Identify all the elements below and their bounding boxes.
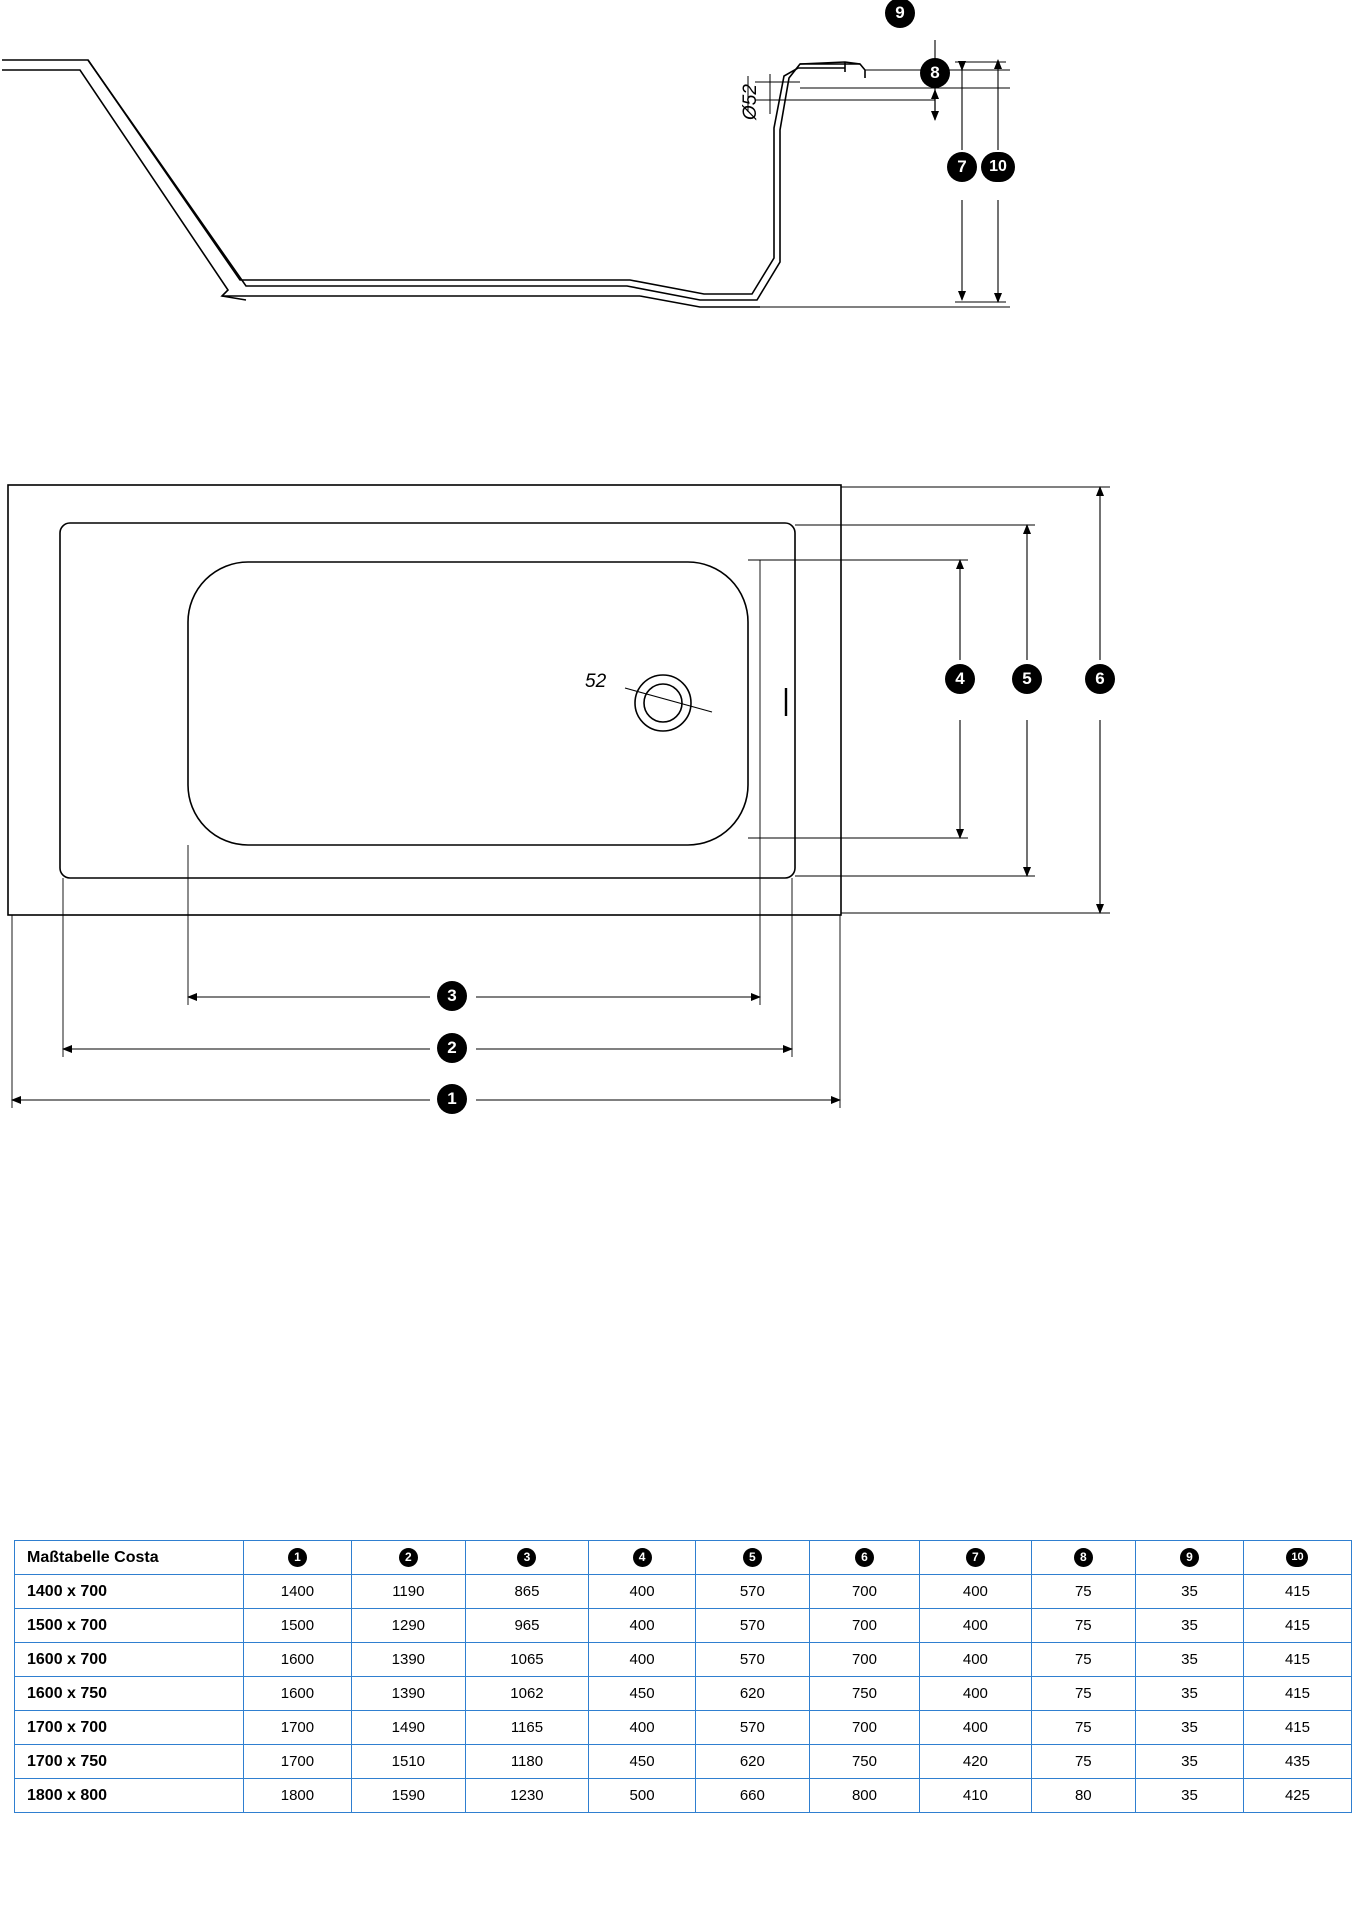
table-cell: 1800: [243, 1779, 351, 1813]
table-cell: 400: [589, 1711, 696, 1745]
bullet-4: 4: [633, 1548, 652, 1567]
table-cell: 35: [1136, 1643, 1244, 1677]
table-cell: 965: [465, 1609, 588, 1643]
table-row: [15, 1779, 1352, 1813]
table-cell: 1510: [351, 1745, 465, 1779]
row-size-label: 1600 x 700: [15, 1643, 244, 1677]
table-cell: 1590: [351, 1779, 465, 1813]
table-cell: 570: [695, 1643, 809, 1677]
table-cell: 420: [920, 1745, 1032, 1779]
table-cell: 400: [589, 1575, 696, 1609]
table-cell: 35: [1136, 1711, 1244, 1745]
top-view-group: [8, 485, 841, 915]
table-cell: 1600: [243, 1643, 351, 1677]
row-size-label: 1700 x 700: [15, 1711, 244, 1745]
table-cell: 35: [1136, 1609, 1244, 1643]
table-cell: 1700: [243, 1745, 351, 1779]
table-cell: 415: [1243, 1643, 1351, 1677]
table-cell: 435: [1243, 1745, 1351, 1779]
table-cell: 400: [920, 1643, 1032, 1677]
table-cell: 700: [809, 1643, 919, 1677]
table-cell: 400: [589, 1643, 696, 1677]
bullet-1: 1: [288, 1548, 307, 1567]
table-cell: 1190: [351, 1575, 465, 1609]
table-cell: 35: [1136, 1575, 1244, 1609]
table-header-row: [15, 1541, 1352, 1575]
table-cell: 1390: [351, 1643, 465, 1677]
table-cell: 75: [1031, 1609, 1135, 1643]
dimension-marker-7: 7: [947, 152, 977, 182]
table-row: [15, 1745, 1352, 1779]
side-view-group: [2, 60, 1010, 307]
table-cell: 35: [1136, 1677, 1244, 1711]
column-header-8: [1031, 1541, 1135, 1575]
table-cell: 700: [809, 1609, 919, 1643]
table-row: [15, 1575, 1352, 1609]
table-cell: 75: [1031, 1643, 1135, 1677]
dimension-table-wrap: [14, 1540, 1352, 1813]
dimension-marker-9: 9: [885, 0, 915, 28]
bullet-6: 6: [855, 1548, 874, 1567]
dimension-table: [14, 1540, 1352, 1813]
table-row: [15, 1643, 1352, 1677]
table-cell: 75: [1031, 1711, 1135, 1745]
table-cell: 700: [809, 1575, 919, 1609]
table-cell: 415: [1243, 1711, 1351, 1745]
table-cell: 35: [1136, 1745, 1244, 1779]
dimension-marker-8: 8: [920, 58, 950, 88]
dimension-marker-6: 6: [1085, 664, 1115, 694]
table-cell: 75: [1031, 1575, 1135, 1609]
table-cell: 400: [920, 1609, 1032, 1643]
table-cell: 570: [695, 1609, 809, 1643]
dimension-marker-4: 4: [945, 664, 975, 694]
table-cell: 75: [1031, 1745, 1135, 1779]
table-cell: 400: [920, 1575, 1032, 1609]
bullet-10: 10: [1286, 1548, 1308, 1567]
table-cell: 570: [695, 1575, 809, 1609]
table-cell: 1490: [351, 1711, 465, 1745]
row-size-label: 1700 x 750: [15, 1745, 244, 1779]
table-cell: 80: [1031, 1779, 1135, 1813]
bullet-7: 7: [966, 1548, 985, 1567]
table-title: Maßtabelle Costa: [15, 1541, 244, 1575]
table-cell: 1290: [351, 1609, 465, 1643]
column-header-6: [809, 1541, 919, 1575]
table-cell: 700: [809, 1711, 919, 1745]
dimension-marker-5: 5: [1012, 664, 1042, 694]
table-cell: 660: [695, 1779, 809, 1813]
column-header-7: [920, 1541, 1032, 1575]
table-body: [15, 1575, 1352, 1813]
table-cell: 400: [589, 1609, 696, 1643]
dimension-marker-1: 1: [437, 1084, 467, 1114]
bullet-3: 3: [517, 1548, 536, 1567]
bullet-9: 9: [1180, 1548, 1199, 1567]
table-cell: 1062: [465, 1677, 588, 1711]
table-cell: 450: [589, 1745, 696, 1779]
table-cell: 865: [465, 1575, 588, 1609]
table-cell: 500: [589, 1779, 696, 1813]
overflow-diameter-label: Ø52: [740, 84, 761, 120]
drain-diameter-label: 52: [585, 671, 607, 692]
table-cell: 620: [695, 1677, 809, 1711]
top-view-dimensions: [12, 487, 1110, 1108]
table-cell: 415: [1243, 1575, 1351, 1609]
column-header-4: [589, 1541, 696, 1575]
dimension-marker-10: 10: [981, 152, 1015, 182]
table-row: [15, 1677, 1352, 1711]
dimension-marker-3: 3: [437, 981, 467, 1011]
table-cell: 1390: [351, 1677, 465, 1711]
table-cell: 410: [920, 1779, 1032, 1813]
table-cell: 1600: [243, 1677, 351, 1711]
bullet-8: 8: [1074, 1548, 1093, 1567]
bullet-2: 2: [399, 1548, 418, 1567]
row-size-label: 1500 x 700: [15, 1609, 244, 1643]
column-header-2: [351, 1541, 465, 1575]
column-header-1: [243, 1541, 351, 1575]
table-cell: 800: [809, 1779, 919, 1813]
row-size-label: 1800 x 800: [15, 1779, 244, 1813]
table-cell: 1500: [243, 1609, 351, 1643]
table-cell: 400: [920, 1711, 1032, 1745]
table-cell: 620: [695, 1745, 809, 1779]
dimension-marker-2: 2: [437, 1033, 467, 1063]
column-header-3: [465, 1541, 588, 1575]
column-header-10: [1243, 1541, 1351, 1575]
table-cell: 1700: [243, 1711, 351, 1745]
table-cell: 415: [1243, 1677, 1351, 1711]
column-header-5: [695, 1541, 809, 1575]
table-cell: 1230: [465, 1779, 588, 1813]
table-header: [15, 1541, 1352, 1575]
table-cell: 35: [1136, 1779, 1244, 1813]
table-cell: 1065: [465, 1643, 588, 1677]
row-size-label: 1600 x 750: [15, 1677, 244, 1711]
table-cell: 75: [1031, 1677, 1135, 1711]
table-row: [15, 1711, 1352, 1745]
table-cell: 750: [809, 1745, 919, 1779]
table-cell: 400: [920, 1677, 1032, 1711]
table-cell: 570: [695, 1711, 809, 1745]
bullet-5: 5: [743, 1548, 762, 1567]
table-cell: 425: [1243, 1779, 1351, 1813]
column-header-9: [1136, 1541, 1244, 1575]
table-cell: 1400: [243, 1575, 351, 1609]
table-cell: 450: [589, 1677, 696, 1711]
table-cell: 415: [1243, 1609, 1351, 1643]
table-cell: 1165: [465, 1711, 588, 1745]
table-cell: 750: [809, 1677, 919, 1711]
table-row: [15, 1609, 1352, 1643]
table-cell: 1180: [465, 1745, 588, 1779]
row-size-label: 1400 x 700: [15, 1575, 244, 1609]
